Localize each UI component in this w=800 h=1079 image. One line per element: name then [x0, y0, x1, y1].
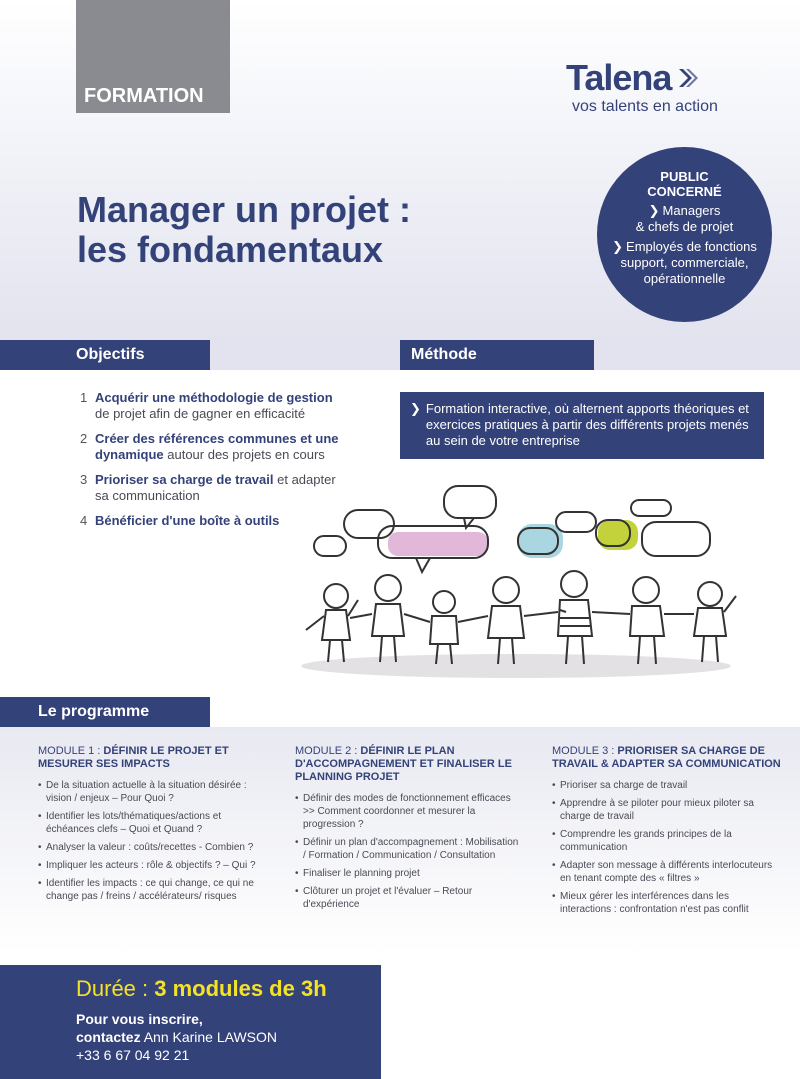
chevron-right-icon: ❯ [410, 401, 421, 416]
module-item: • Identifier les impacts : ce qui change, ce qui ne change pas / freins / accélérateurs/ risques [38, 878, 254, 902]
module-item: • Comprendre les grands principes de la communication [552, 829, 732, 853]
logo-wordmark: Talena [566, 57, 672, 98]
section-header-programme: Le programme [0, 697, 210, 727]
section-header-methode: Méthode [400, 340, 594, 370]
team-illustration [296, 480, 746, 680]
module-1 [38, 745, 266, 908]
chevron-right-icon: ❯ [648, 203, 660, 218]
objective-item: 4 Bénéficier d'une boîte à outils [80, 513, 280, 528]
public-title: PUBLIC CONCERNÉ [647, 169, 722, 199]
contact-info: Pour vous inscrire, contactez Ann Karine LAWSON +33 6 67 04 92 21 [76, 1011, 278, 1063]
methode-box [400, 392, 764, 459]
module-item: • Définir un plan d'accompagnement : Mobilisation / Formation / Communication / Consultation [295, 837, 519, 861]
module-item: • Apprendre à se piloter pour mieux piloter sa charge de travail [552, 798, 754, 822]
objective-item: 3 Prioriser sa charge de travail et adapter sa communication [80, 472, 336, 503]
module-title: MODULE 1 : DÉFINIR LE PROJET ET MESURER SES IMPACTS [38, 745, 229, 770]
formation-tag: FORMATION [76, 0, 230, 113]
talena-logo [566, 57, 718, 116]
objective-item: 1 Acquérir une méthodologie de gestion de projet afin de gagner en efficacité [80, 390, 333, 421]
page-title: Manager un projet : les fondamentaux [77, 189, 412, 270]
duree-line: Durée : 3 modules de 3h [76, 976, 327, 1001]
module-item: • Clôturer un projet et l'évaluer – Retour d'expérience [295, 886, 473, 910]
module-item: • Adapter son message à différents interlocuteurs en tenant compte des « filtres » [552, 860, 773, 884]
objective-item: 2 Créer des références communes et une dynamique autour des projets en cours [80, 431, 339, 462]
logo-tagline: vos talents en action [572, 98, 718, 115]
module-item: • Analyser la valeur : coûts/recettes - Combien ? [38, 842, 254, 853]
module-item: • Finaliser le planning projet [295, 868, 420, 879]
public-concerne-badge [597, 147, 772, 322]
module-3 [552, 745, 782, 921]
public-item-employes: ❯ Employés de fonctions support, commerciale, opérationnelle [612, 239, 757, 286]
module-item: • Définir des modes de fonctionnement efficaces >> Comment coordonner et mesurer la progression ? [295, 793, 511, 830]
methode-text: Formation interactive, où alternent apports théoriques et exercices pratiques à partir des différents projets menés au sein de votre entreprise [425, 401, 749, 448]
module-2 [295, 745, 523, 916]
footer-contact-box [0, 965, 381, 1079]
chevron-right-icon: ❯ [612, 239, 624, 254]
module-item: • De la situation actuelle à la situation désirée : vision / enjeux – Pour Quoi ? [38, 780, 247, 804]
module-title: MODULE 3 : PRIORISER SA CHARGE DE TRAVAIL & ADAPTER SA COMMUNICATION [552, 745, 781, 770]
chevron-right-icon [675, 66, 699, 90]
module-item: • Identifier les lots/thématiques/actions et échéances clefs – Quoi et Quand ? [38, 811, 222, 835]
module-item: • Mieux gérer les interférences dans les interactions : confrontation n'est pas conflit [552, 891, 749, 915]
contact-phone[interactable]: +33 6 67 04 92 21 [76, 1047, 190, 1063]
section-header-objectifs: Objectifs [0, 340, 210, 370]
logo-name [566, 57, 718, 98]
module-title: MODULE 2 : DÉFINIR LE PLAN D'ACCOMPAGNEMENT ET FINALISER LE PLANNING PROJET [295, 745, 512, 783]
module-item: • Prioriser sa charge de travail [552, 780, 688, 791]
module-item: • Impliquer les acteurs : rôle & objectifs ? – Qui ? [38, 860, 256, 871]
public-item-managers: ❯ Managers & chefs de projet [635, 203, 734, 234]
